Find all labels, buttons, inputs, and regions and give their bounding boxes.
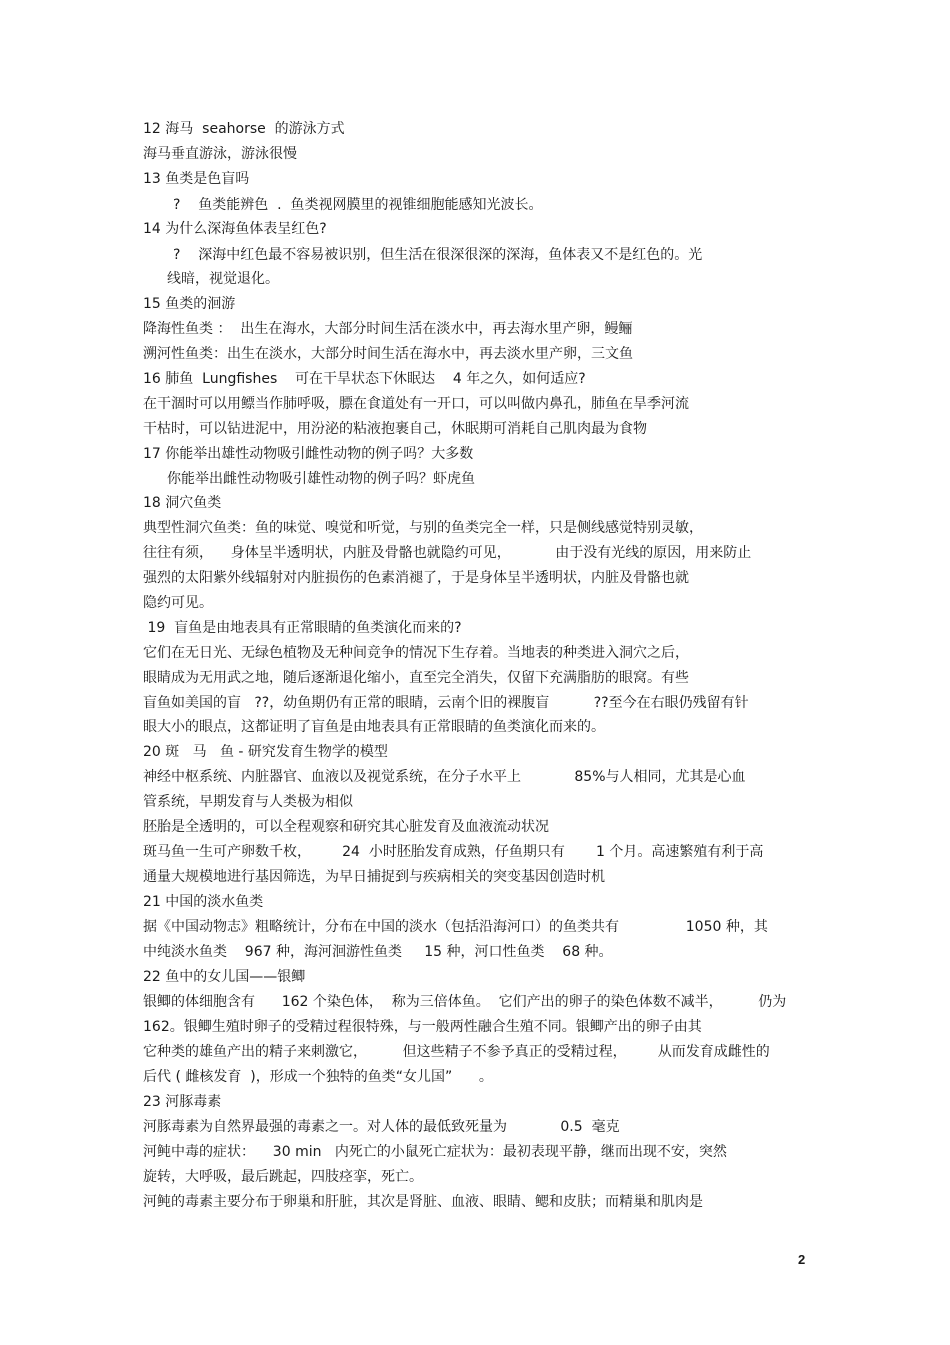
text-line: 干枯时，可以钻进泥中，用汾泌的粘液抱裹自己，休眠期可消耗自己肌肉最为食物 (143, 421, 647, 437)
text-line: 17 你能举出雄性动物吸引雌性动物的例子吗？大多数 (143, 446, 474, 462)
text-line: 典型性洞穴鱼类：鱼的味觉、嗅觉和听觉，与别的鱼类完全一样，只是侧线感觉特别灵敏， (143, 520, 703, 536)
text-line: 后代 ( 雌核发育 )，形成一个独特的鱼类“女儿国” 。 (143, 1069, 493, 1085)
text-line: 斑马鱼一生可产卵数千枚， 24 小时胚胎发育成熟，仔鱼期只有 1 个月。高速繁殖有利于高 (143, 844, 764, 860)
text-line: 在干涸时可以用鳔当作肺呼吸，膘在食道处有一开口，可以叫做内鼻孔，肺鱼在旱季河流 (143, 396, 689, 412)
text-line: 18 洞穴鱼类 (143, 495, 222, 511)
text-line: 溯河性鱼类：出生在淡水，大部分时间生活在海水中，再去淡水里产卵，三文鱼 (143, 346, 633, 362)
text-line: 21 中国的淡水鱼类 (143, 894, 264, 910)
text-line: 22 鱼中的女儿国——银鲫 (143, 969, 306, 985)
text-line: 隐约可见。 (143, 595, 213, 611)
text-line: 海马垂直游泳，游泳很慢 (143, 146, 297, 162)
text-line: 眼大小的眼点，这都证明了盲鱼是由地表具有正常眼睛的鱼类演化而来的。 (143, 719, 605, 735)
text-line: 河豚毒素为自然界最强的毒素之一。对人体的最低致死量为 0.5 毫克 (143, 1119, 620, 1135)
text-line: 14 为什么深海鱼体表呈红色? (143, 221, 327, 237)
text-line: 据《中国动物志》粗略统计，分布在中国的淡水（包括沿海河口）的鱼类共有 1050 种，其 (143, 919, 768, 935)
text-line: 河鲀中毒的症状： 30 min 内死亡的小鼠死亡症状为：最初表现平静，继而出现不安，突然 (143, 1144, 727, 1160)
text-line: 19 盲鱼是由地表具有正常眼睛的鱼类演化而来的? (143, 620, 462, 636)
text-line: 16 肺鱼 Lungfishes 可在干旱状态下休眠达 4 年之久，如何适应? (143, 371, 586, 387)
text-line: 162。银鲫生殖时卵子的受精过程很特殊，与一般两性融合生殖不同。银鲫产出的卵子由其 (143, 1019, 702, 1035)
text-line: 通量大规模地进行基因筛选，为早日捕捉到与疾病相关的突变基因创造时机 (143, 869, 605, 885)
text-line: 银鲫的体细胞含有 162 个染色体， 称为三倍体鱼。 它们产出的卵子的染色体数不减半， 仍为 (143, 994, 787, 1010)
text-line: 河鲀的毒素主要分布于卵巢和肝脏，其次是肾脏、血液、眼睛、鳃和皮肤；而精巢和肌肉是 (143, 1194, 703, 1210)
text-line: 12 海马 seahorse 的游泳方式 (143, 121, 345, 137)
text-line: 线暗，视觉退化。 (167, 271, 279, 287)
text-line: 中纯淡水鱼类 967 种，海河洄游性鱼类 15 种，河口性鱼类 68 种。 (143, 944, 613, 960)
text-line: 它种类的雄鱼产出的精子来刺激它， 但这些精子不参予真正的受精过程， 从而发育成雌性的 (143, 1044, 770, 1060)
text-line: 强烈的太阳紫外线辐射对内脏损伤的色素消褪了，于是身体呈半透明状，内脏及骨骼也就 (143, 570, 689, 586)
text-line: 23 河豚毒素 (143, 1094, 222, 1110)
text-line: ? 鱼类能辨色 . 鱼类视网膜里的视锥细胞能感知光波长。 (173, 197, 543, 213)
text-line: 旋转，大呼吸，最后跳起，四肢痉挛，死亡。 (143, 1169, 423, 1185)
text-line: 神经中枢系统、内脏器官、血液以及视觉系统，在分子水平上 85%与人相同，尤其是心血 (143, 769, 746, 785)
text-line: 它们在无日光、无绿色植物及无种间竞争的情况下生存着。当地表的种类进入洞穴之后， (143, 645, 689, 661)
text-line: 眼睛成为无用武之地，随后逐渐退化缩小，直至完全消失，仅留下充满脂肪的眼窝。有些 (143, 670, 689, 686)
text-line: 往往有须， 身体呈半透明状，内脏及骨骼也就隐约可见， 由于没有光线的原因，用来防止 (143, 545, 752, 561)
text-line: ? 深海中红色最不容易被识别，但生活在很深很深的深海，鱼体表又不是红色的。光 (173, 247, 703, 263)
text-line: 胚胎是全透明的，可以全程观察和研究其心脏发育及血液流动状况 (143, 819, 549, 835)
page-number: 2 (798, 1252, 806, 1267)
text-line: 降海性鱼类 ： 出生在海水，大部分时间生活在淡水中，再去海水里产卵，鳗鲡 (143, 321, 633, 337)
text-line: 管系统，早期发育与人类极为相似 (143, 794, 353, 810)
text-line: 盲鱼如美国的盲 ??，幼鱼期仍有正常的眼睛，云南个旧的裸腹盲 ??至今在右眼仍残留有针 (143, 695, 749, 711)
text-line: 你能举出雌性动物吸引雄性动物的例子吗？虾虎鱼 (167, 471, 475, 487)
text-line: 20 斑 马 鱼 - 研究发育生物学的模型 (143, 744, 388, 760)
text-line: 15 鱼类的洄游 (143, 296, 236, 312)
text-line: 13 鱼类是色盲吗 (143, 171, 250, 187)
